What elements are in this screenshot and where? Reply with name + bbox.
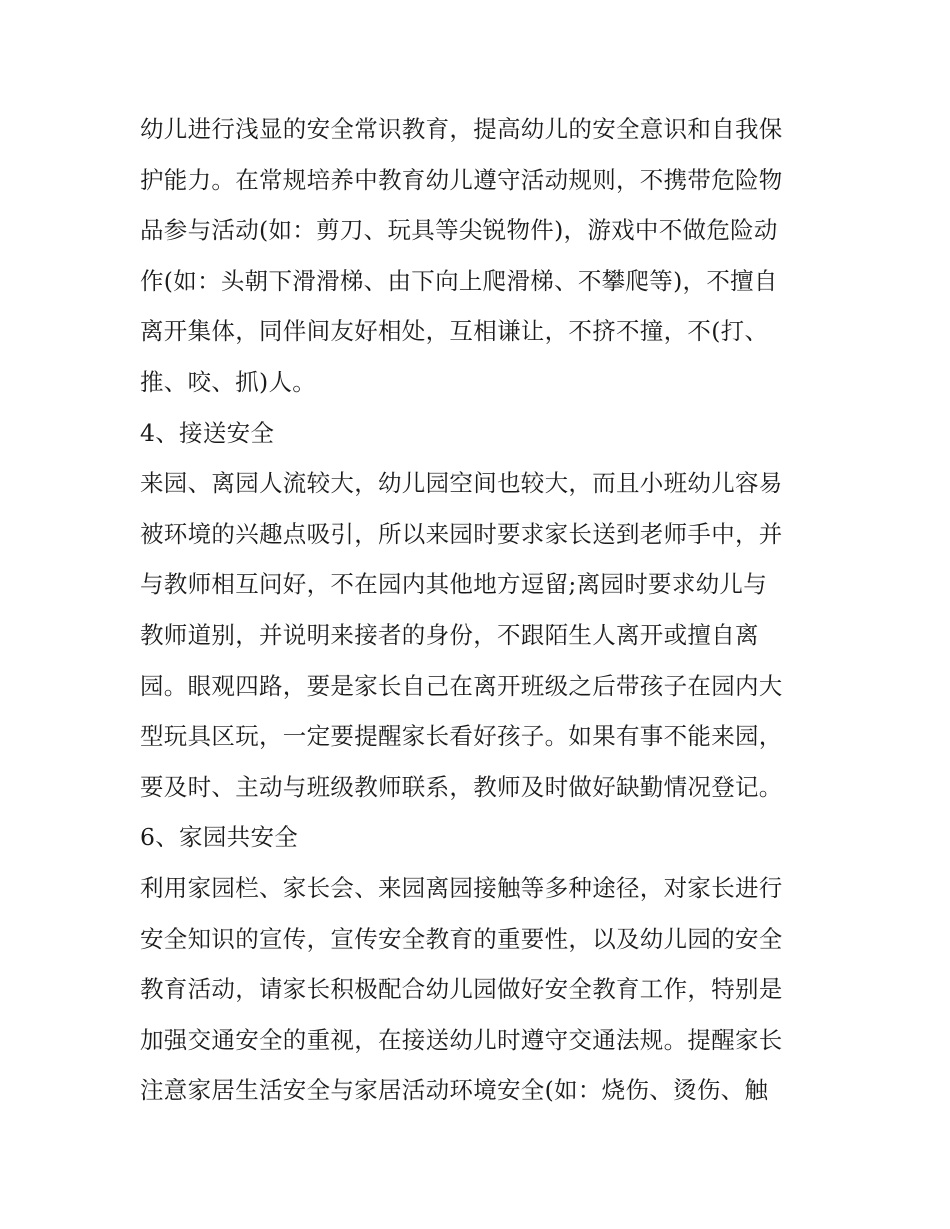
text-line: 推、咬、抓)人。 [140, 367, 317, 396]
text-line: 加强交通安全的重视，在接送幼儿时遵守交通法规。提醒家长 [140, 1025, 783, 1054]
text-line: 型玩具区玩，一定要提醒家长看好孩子。如果有事不能来园， [140, 722, 783, 751]
text-line: 教育活动，请家长积极配合幼儿园做好安全教育工作，特别是 [140, 975, 783, 1004]
text-line: 利用家园栏、家长会、来园离园接触等多种途径，对家长进行 [140, 873, 783, 902]
text-line: 幼儿进行浅显的安全常识教育，提高幼儿的安全意识和自我保 [140, 115, 783, 143]
text-line: 要及时、主动与班级教师联系，教师及时做好缺勤情况登记。 [140, 772, 783, 801]
document-body [140, 104, 820, 1116]
section-heading: 6、家园共安全 [140, 823, 299, 852]
text-line: 护能力。在常规培养中教育幼儿遵守活动规则，不携带危险物 [140, 165, 783, 194]
text-line: 注意家居生活安全与家居活动环境安全(如：烧伤、烫伤、触 [140, 1076, 769, 1105]
text-line: 被环境的兴趣点吸引，所以来园时要求家长送到老师手中，并 [140, 519, 783, 548]
text-line: 安全知识的宣传，宣传安全教育的重要性，以及幼儿园的安全 [140, 924, 783, 953]
text-line: 来园、离园人流较大，幼儿园空间也较大，而且小班幼儿容易 [140, 469, 783, 498]
text-line: 作(如：头朝下滑滑梯、由下向上爬滑梯、不攀爬等)，不擅自 [140, 266, 778, 295]
section-heading: 4、接送安全 [140, 418, 275, 447]
text-line: 教师道别，并说明来接者的身份，不跟陌生人离开或擅自离 [140, 620, 759, 649]
text-line: 品参与活动(如：剪刀、玩具等尖锐物件)，游戏中不做危险动 [140, 216, 778, 245]
text-line: 离开集体，同伴间友好相处，互相谦让，不挤不撞，不(打、 [140, 317, 769, 346]
text-line: 园。眼观四路，要是家长自己在离开班级之后带孩子在园内大 [140, 671, 783, 700]
text-line: 与教师相互问好，不在园内其他地方逗留;离园时要求幼儿与 [140, 570, 768, 599]
